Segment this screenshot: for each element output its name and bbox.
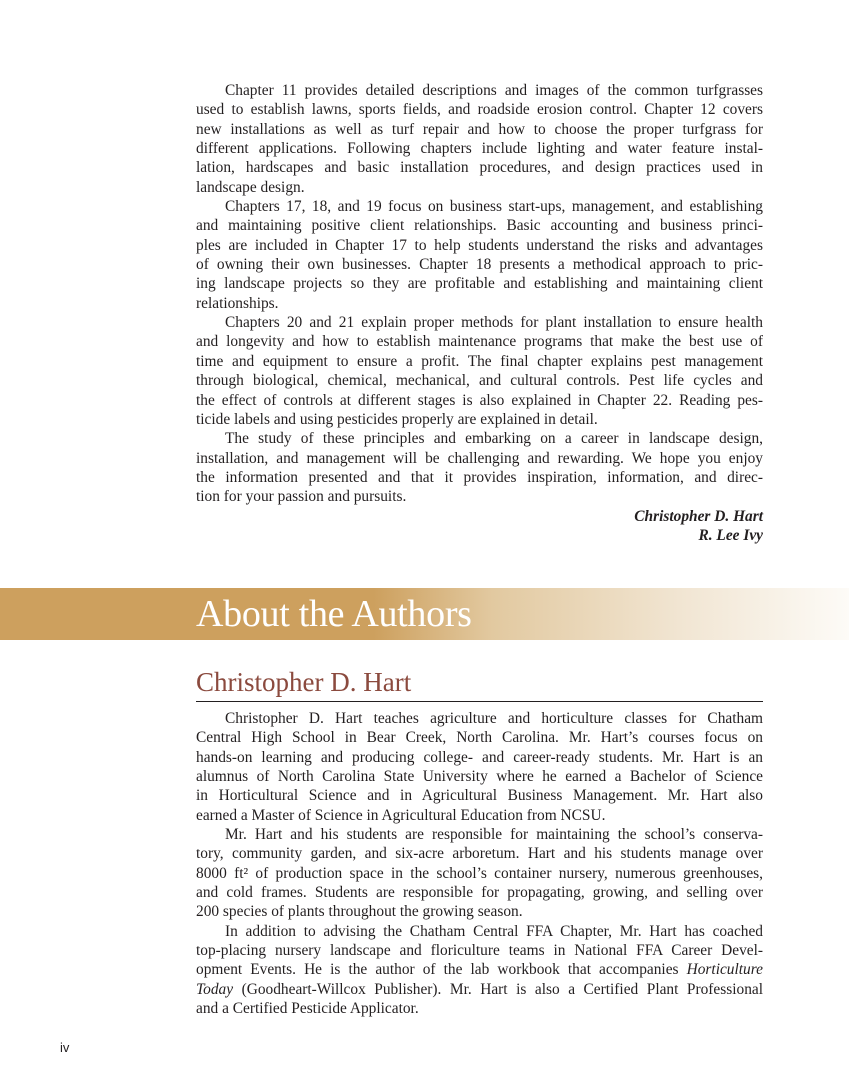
text-line: alumnus of North Carolina State University where he earned a Bachelor of Science bbox=[196, 768, 763, 786]
author-name-heading: Christopher D. Hart bbox=[196, 665, 763, 702]
text-line: ticide labels and using pesticides properly are explained in detail. bbox=[196, 410, 598, 428]
text-line: and cold frames. Students are responsible for propagating, growing, and selling over bbox=[196, 884, 763, 902]
text-line: The study of these principles and embarking on a career in landscape design, bbox=[225, 430, 763, 448]
text-line: tory, community garden, and six-acre arboretum. Hart and his students manage over bbox=[196, 845, 763, 863]
author-signature: R. Lee Ivy bbox=[698, 526, 763, 544]
text-segment: (Goodheart-Willcox Publisher). Mr. Hart is also a Certified Plant Professional bbox=[233, 980, 763, 998]
text-line: hands-on learning and producing college- and career-ready students. Mr. Hart is an bbox=[196, 748, 763, 766]
text-line: used to establish lawns, sports fields, and roadside erosion control. Chapter 12 covers bbox=[196, 101, 763, 119]
text-line: through biological, chemical, mechanical, and cultural controls. Pest life cycles and bbox=[196, 372, 763, 390]
text-line: Central High School in Bear Creek, North Carolina. Mr. Hart’s courses focus on bbox=[196, 729, 763, 747]
text-line: and a Certified Pesticide Applicator. bbox=[196, 1000, 419, 1018]
text-line: Chapters 20 and 21 explain proper methods for plant installation to ensure health bbox=[225, 314, 763, 332]
text-line: 200 species of plants throughout the growing season. bbox=[196, 903, 523, 921]
book-title: Today bbox=[196, 980, 234, 998]
text-line: Christopher D. Hart teaches agriculture and horticulture classes for Chatham bbox=[225, 710, 763, 727]
text-line: Mr. Hart and his students are responsible for maintaining the school’s conserva- bbox=[225, 826, 763, 844]
text-line: new installations as well as turf repair and how to choose the proper turfgrass for bbox=[196, 120, 763, 138]
preface-text bbox=[196, 81, 763, 545]
page-number: iv bbox=[60, 1040, 70, 1055]
text-line: ples are included in Chapter 17 to help students understand the risks and advantages bbox=[196, 236, 763, 254]
section-banner bbox=[0, 588, 849, 640]
text-line: In addition to advising the Chatham Central FFA Chapter, Mr. Hart has coached bbox=[225, 922, 763, 940]
text-line: Chapters 17, 18, and 19 focus on business start-ups, management, and establishing bbox=[225, 198, 763, 216]
text-line: the information presented and that it provides inspiration, information, and direc- bbox=[196, 468, 763, 486]
text-segment: opment Events. He is the author of the lab workbook that accompanies bbox=[196, 961, 687, 979]
text-line: in Horticultural Science and in Agricultural Business Management. Mr. Hart also bbox=[196, 787, 763, 805]
author-signature: Christopher D. Hart bbox=[634, 507, 763, 525]
text-line: Chapter 11 provides detailed descriptions and images of the common turfgrasses bbox=[225, 82, 763, 99]
text-line: tion for your passion and pursuits. bbox=[196, 488, 407, 506]
text-line: of owning their own businesses. Chapter 18 presents a methodical approach to pric- bbox=[196, 256, 763, 274]
section-title: About the Authors bbox=[196, 593, 472, 635]
text-line: earned a Master of Science in Agricultural Education from NCSU. bbox=[196, 806, 606, 824]
text-line: relationships. bbox=[196, 294, 279, 312]
text-line: ing landscape projects so they are profitable and establishing and maintaining client bbox=[196, 275, 763, 293]
text-line: landscape design. bbox=[196, 178, 305, 196]
text-line: time and equipment to ensure a profit. The final chapter explains pest management bbox=[196, 352, 763, 370]
book-title: Horticulture bbox=[686, 961, 763, 979]
text-line: top-placing nursery landscape and floriculture teams in National FFA Career Devel- bbox=[196, 942, 763, 960]
text-line: and longevity and how to establish maintenance programs that make the best use of bbox=[196, 333, 763, 351]
text-line: and maintaining positive client relationships. Basic accounting and business princi- bbox=[196, 217, 763, 235]
text-line bbox=[196, 960, 763, 979]
text-line: the effect of controls at different stages is also explained in Chapter 22. Reading pes- bbox=[196, 391, 763, 409]
text-line: different applications. Following chapters include lighting and water feature instal- bbox=[196, 140, 763, 158]
text-line: lation, hardscapes and basic installation procedures, and design practices used in bbox=[196, 159, 763, 177]
text-line: installation, and management will be challenging and rewarding. We hope you enjoy bbox=[196, 449, 763, 467]
author-bio bbox=[196, 709, 763, 1019]
text-line: 8000 ft² of production space in the school’s container nursery, numerous greenhouses, bbox=[196, 864, 763, 882]
text-line bbox=[196, 980, 763, 999]
